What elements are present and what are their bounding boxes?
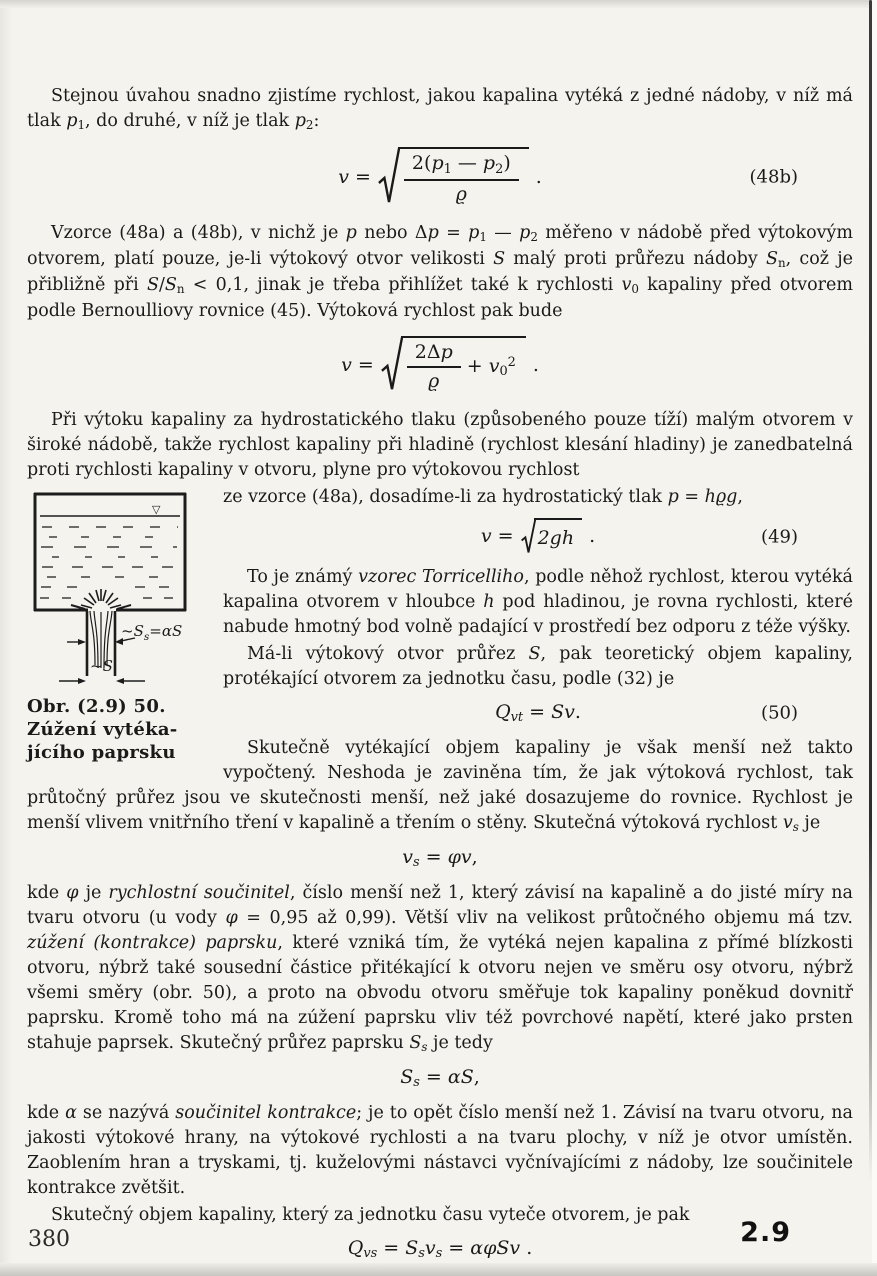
equation-49: [27, 518, 853, 556]
scan-edge-right: [872, 0, 877, 1276]
paragraph-validity-conditions: Vzorce (48a) a (48b), v nichž je p nebo Δp = p1 — p2 měřeno v nádobě před výtokovým otvorem, platí pouze, je-li výtokový otvor velikosti S malý proti průřezu nádoby Sn, což je přibližně při S/Sn < 0,1, jinak je třeba přihlížet také k rychlosti v0 kapaliny před otvorem podle Bernoulliovy rovnice (45). Výtoková rychlost pak bude: [27, 223, 853, 321]
scan-edge-left: [0, 0, 12, 1276]
radical: [381, 336, 526, 394]
converging-rays: [71, 589, 131, 609]
paragraph-actual-volume: Skutečně vytékající objem kapaliny je však menší než takto vypočtený. Neshoda je zaviněna tím, že jak výtoková rychlost, tak průtočný průřez jsou ve skutečnosti menší, než jaké dosazujeme do rovnice. Rychlost je menší vlivem vnitřního tření v kapalině a třením o stěny. Skutečná výtoková rychlost vs je: [27, 737, 853, 834]
equation-body: Qvs = Ssvs = αφSv .: [347, 1236, 533, 1262]
page-number: 380: [28, 1227, 70, 1252]
radicand: 2gh: [534, 518, 583, 556]
paragraph-outflow-between-vessels: Stejnou úvahou snadno zjistíme rychlost, jakou kapalina vytéká z jedné nádoby, v níž má tlak p1, do druhé, v níž je tlak p2:: [27, 86, 853, 133]
fraction-numerator: 2Δp: [407, 341, 461, 368]
equation-body: vs = φv,: [402, 845, 478, 871]
outlet-width-label: ~S: [90, 657, 113, 675]
equation-lhs: v =: [480, 525, 514, 548]
radical-sign: [378, 147, 400, 207]
radical-sign: [381, 336, 403, 394]
paragraph-theoretical-volume: Má-li výtokový otvor průřez S, pak teoretický objem kapaliny, protékající otvorem za jednotku času, podle (32) je: [223, 643, 853, 689]
equation-lhs: v =: [341, 353, 374, 376]
equation-body: Qvt = Sv.: [495, 700, 581, 726]
paragraph-velocity-coefficient: kde φ je rychlostní součinitel, číslo menší než 1, který závisí na kapalině a do jisté míry na tvaru otvoru (u vody φ = 0,95 až 0,99). Větší vliv na velikost průtočného objemu má tzv. zúžení (kontrakce) paprsku, které vzniká tím, že vytéká nejen kapalina z přímé blízkosti otvoru, nýbrž také sousední částice přitékající k otvoru nejen ve směru osy otvoru, nýbrž všemi směry (obr. 50), a proto na obvodu otvoru směřuje tok kapaliny poněkud dovnitř paprsku. Kromě toho má na zúžení paprsku vliv též povrchové napětí, které jako prsten stahuje paprsek. Skutečný průřez paprsku Ss je tedy: [27, 882, 854, 1054]
paragraph-hydrostatic-outflow: Při výtoku kapaliny za hydrostatického tlaku (způsobeného pouze tíží) malým otvorem v široké nádobě, takže rychlost kapaliny při hladině (rychlost klesání hladiny) je zanedbatelná proti rychlosti kapaliny v otvoru, plyne pro výtokovou rychlost: [27, 410, 853, 480]
equation-qvs: [27, 1236, 853, 1263]
fraction-numerator: 2(p1 — p2): [404, 152, 519, 181]
equation-period: .: [532, 353, 539, 376]
equation-lhs: v =: [338, 165, 371, 188]
equation-period: .: [589, 525, 596, 548]
paragraph-contraction-coefficient: kde α se nazývá součinitel kontrakce; je to opět číslo menší než 1. Závisí na tvaru otvoru, na jakosti výtokové hrany, na výtokové rychlosti a na tvaru plochy, v níž je otvor umístěn. Zaoblením hran a tryskami, tj. kuželovými nástavci vyčnívajícími z nádoby, lze součinitele kontrakce zvětšit.: [27, 1102, 853, 1198]
radical: [521, 518, 583, 556]
radicand-extra-term: + $v0^2$: [466, 354, 516, 380]
scan-edge-bottom: [0, 1263, 877, 1276]
equation-body: Ss = αS,: [400, 1065, 480, 1091]
equation-vs: [27, 845, 853, 872]
figure-caption: Obr. (2.9) 50. Zúžení vytéka- jícího paprsku: [27, 696, 178, 763]
equation-number: (48b): [749, 166, 798, 188]
page-edge-line: [869, 0, 872, 1181]
radical: [378, 147, 529, 207]
water-level-mark: ▽: [152, 503, 161, 516]
equation-ss: [27, 1065, 853, 1092]
paragraph-torricelli: To je známý vzorec Torricelliho, podle něhož rychlost, kterou vytéká kapalina otvorem v hloubce h pod hladinou, je rovna rychlosti, které nabude hmotný bod volně padající v prostředí bez odporu z téže výšky.: [223, 566, 853, 637]
equation-number: (50): [761, 702, 798, 724]
fraction: [404, 152, 519, 206]
scan-edge-top: [0, 0, 877, 8]
fraction: [407, 341, 461, 393]
section-number: 2.9: [740, 1217, 791, 1248]
paragraph-actual-volume-result: Skutečný objem kapaliny, který za jednotku času vyteče otvorem, je pak: [51, 1204, 690, 1225]
equation-50: [27, 700, 853, 727]
fraction-denominator: ϱ: [455, 183, 467, 205]
fraction-denominator: ϱ: [428, 370, 440, 392]
paragraph-hydrostatic-outflow-cont: ze vzorce (48a), dosadíme-li za hydrostatický tlak p = hϱg,: [223, 487, 743, 507]
equation-48b: [27, 147, 853, 207]
page-content: [27, 84, 853, 1272]
equation-number: (49): [761, 526, 798, 548]
equation-period: .: [535, 165, 542, 188]
jet-width-label: $\sim S_s=\alpha S$: [121, 622, 183, 643]
equation-outflow-velocity: [27, 336, 853, 394]
